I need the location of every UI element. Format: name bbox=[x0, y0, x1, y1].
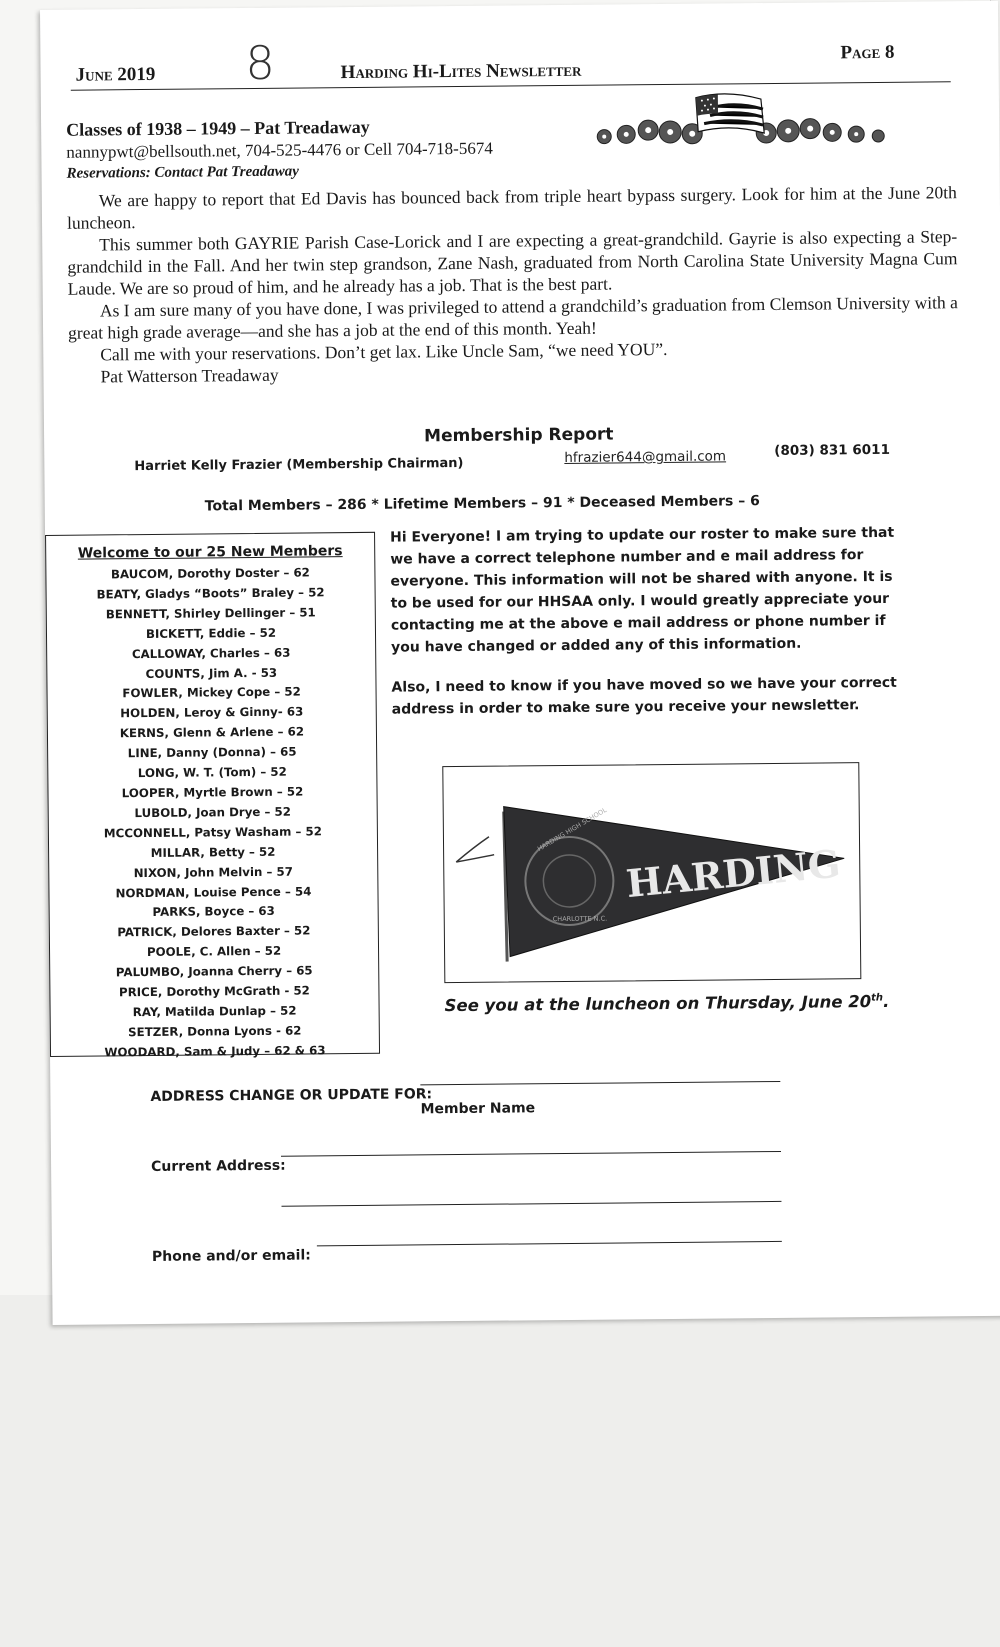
list-item: BENNETT, Shirley Dellinger – 51 bbox=[105, 605, 316, 622]
list-item: LONG, W. T. (Tom) – 52 bbox=[137, 764, 287, 781]
list-item: WOODARD, Sam & Judy – 62 & 63 bbox=[104, 1043, 326, 1060]
class-letter bbox=[67, 181, 959, 388]
list-item: PATRICK, Delores Baxter – 52 bbox=[117, 923, 311, 940]
roster-update-request bbox=[390, 522, 912, 739]
list-item: PALUMBO, Joanna Cherry – 65 bbox=[115, 963, 313, 980]
new-members-list bbox=[46, 563, 379, 1064]
membership-chairman: Harriet Kelly Frazier (Membership Chairman) bbox=[134, 455, 464, 475]
list-item: HOLDEN, Leroy & Ginny- 63 bbox=[120, 704, 304, 721]
member-name-label: Member Name bbox=[420, 1100, 536, 1118]
list-item: NIXON, John Melvin – 57 bbox=[133, 864, 293, 880]
pennant-photo-frame bbox=[442, 762, 861, 983]
list-item: CALLOWAY, Charles – 63 bbox=[131, 645, 291, 661]
current-address-field-1[interactable] bbox=[281, 1151, 781, 1157]
classes-contact: nannypwt@bellsouth.net, 704-525-4476 or Cell 704-718-5674 bbox=[66, 138, 493, 162]
current-address-field-2[interactable] bbox=[281, 1201, 781, 1207]
list-item: NORDMAN, Louise Pence – 54 bbox=[115, 883, 312, 900]
new-members-box bbox=[45, 532, 380, 1060]
luncheon-caption-end: . bbox=[882, 991, 890, 1011]
address-change-label: ADDRESS CHANGE OR UPDATE FOR: bbox=[150, 1086, 433, 1105]
classes-reservations: Reservations: Contact Pat Treadaway bbox=[66, 163, 299, 182]
newsletter-page bbox=[40, 1, 1000, 1325]
list-item: FOWLER, Mickey Cope – 52 bbox=[122, 684, 301, 701]
member-name-field[interactable] bbox=[420, 1081, 780, 1085]
list-item: POOLE, C. Allen – 52 bbox=[146, 943, 282, 960]
phone-email-label: Phone and/or email: bbox=[151, 1247, 311, 1265]
page-number: Page 8 bbox=[840, 41, 895, 64]
membership-email-link[interactable]: hfrazier644@gmail.com bbox=[564, 448, 727, 466]
request-paragraph: Also, I need to know if you have moved so we have your correct address in order to make sure you receive your newsletter. bbox=[391, 674, 897, 718]
membership-report-title: Membership Report bbox=[424, 424, 614, 447]
pennant-seal-bottom-text: CHARLOTTE N.C. bbox=[552, 914, 608, 924]
membership-phone: (803) 831 6011 bbox=[774, 441, 891, 459]
handwritten-page-mark: 8 bbox=[245, 35, 276, 91]
flag-flower-banner-icon bbox=[586, 84, 887, 157]
luncheon-caption bbox=[444, 992, 889, 1015]
list-item: RAY, Matilda Dunlap – 52 bbox=[132, 1003, 297, 1020]
list-item: SETZER, Donna Lyons - 62 bbox=[128, 1023, 302, 1040]
classes-heading: Classes of 1938 – 1949 – Pat Treadaway bbox=[66, 116, 370, 140]
list-item: BICKETT, Eddie – 52 bbox=[145, 625, 277, 641]
list-item: KERNS, Glenn & Arlene – 62 bbox=[119, 724, 305, 741]
request-paragraph: Hi Everyone! I am trying to update our roster to make sure that we have a correct telephone number and e mail address for everyone. This information will not be shared with anyone. It is to be used for our HHSAA only. I would greatly appreciate your contacting me at the above e mail address or phone number if you have changed or added any of this information. bbox=[390, 524, 895, 656]
luncheon-caption-sup: th bbox=[871, 992, 884, 1004]
luncheon-caption-text: See you at the luncheon on Thursday, June 20 bbox=[444, 992, 872, 1016]
phone-email-field[interactable] bbox=[317, 1241, 782, 1246]
list-item: PARKS, Boyce – 63 bbox=[152, 904, 275, 920]
letter-signature: Pat Watterson Treadaway bbox=[100, 364, 279, 387]
list-item: LOOPER, Myrtle Brown – 52 bbox=[121, 784, 304, 801]
membership-totals: Total Members – 286 * Lifetime Members – 91 * Deceased Members – 6 bbox=[204, 493, 760, 515]
current-address-label: Current Address: bbox=[151, 1157, 286, 1175]
list-item: COUNTS, Jim A. - 53 bbox=[145, 665, 278, 681]
issue-date: June 2019 bbox=[75, 63, 156, 86]
list-item: BAUCOM, Dorothy Doster – 62 bbox=[110, 565, 310, 582]
letter-paragraph: We are happy to report that Ed Davis has bounced back from triple heart bypass surgery. Look for him at the June 20th luncheon. bbox=[66, 182, 957, 233]
list-item: LUBOLD, Joan Drye – 52 bbox=[134, 804, 291, 821]
list-item: MCCONNELL, Patsy Washam – 52 bbox=[103, 824, 322, 841]
list-item: BEATY, Gladys “Boots” Braley – 52 bbox=[96, 585, 325, 602]
newsletter-title: Harding Hi-Lites Newsletter bbox=[340, 59, 582, 84]
list-item: PRICE, Dorothy McGrath - 52 bbox=[118, 983, 310, 1000]
list-item: LINE, Danny (Donna) – 65 bbox=[127, 744, 297, 761]
new-members-title: Welcome to our 25 New Members bbox=[77, 543, 343, 562]
pennant-string-icon bbox=[456, 837, 494, 862]
letter-paragraph: As I am sure many of you have done, I was privileged to attend a grandchild’s graduation from Clemson University with a great high grade average—and she has a job at the end of this month. Yeah! bbox=[68, 292, 958, 343]
list-item: MILLAR, Betty – 52 bbox=[150, 844, 276, 860]
letter-paragraph: This summer both GAYRIE Parish Case-Lorick and I are expecting a great-grandchild. Gayrie is also expecting a Step-grandchild in the Fall. And her twin step grandson, Zane Nash, graduated from North Carolina State University Magna Cum Laude. We are so proud of him, and he already has a job. That is the best part. bbox=[67, 226, 958, 299]
pennant-seal-top-text: HARDING HIGH SCHOOL bbox=[536, 805, 609, 853]
harding-pennant-image bbox=[443, 763, 860, 982]
letter-paragraph: Call me with your reservations. Don’t get lax. Like Uncle Sam, “we need YOU”. bbox=[100, 338, 668, 365]
pennant-word: HARDING bbox=[624, 840, 843, 907]
